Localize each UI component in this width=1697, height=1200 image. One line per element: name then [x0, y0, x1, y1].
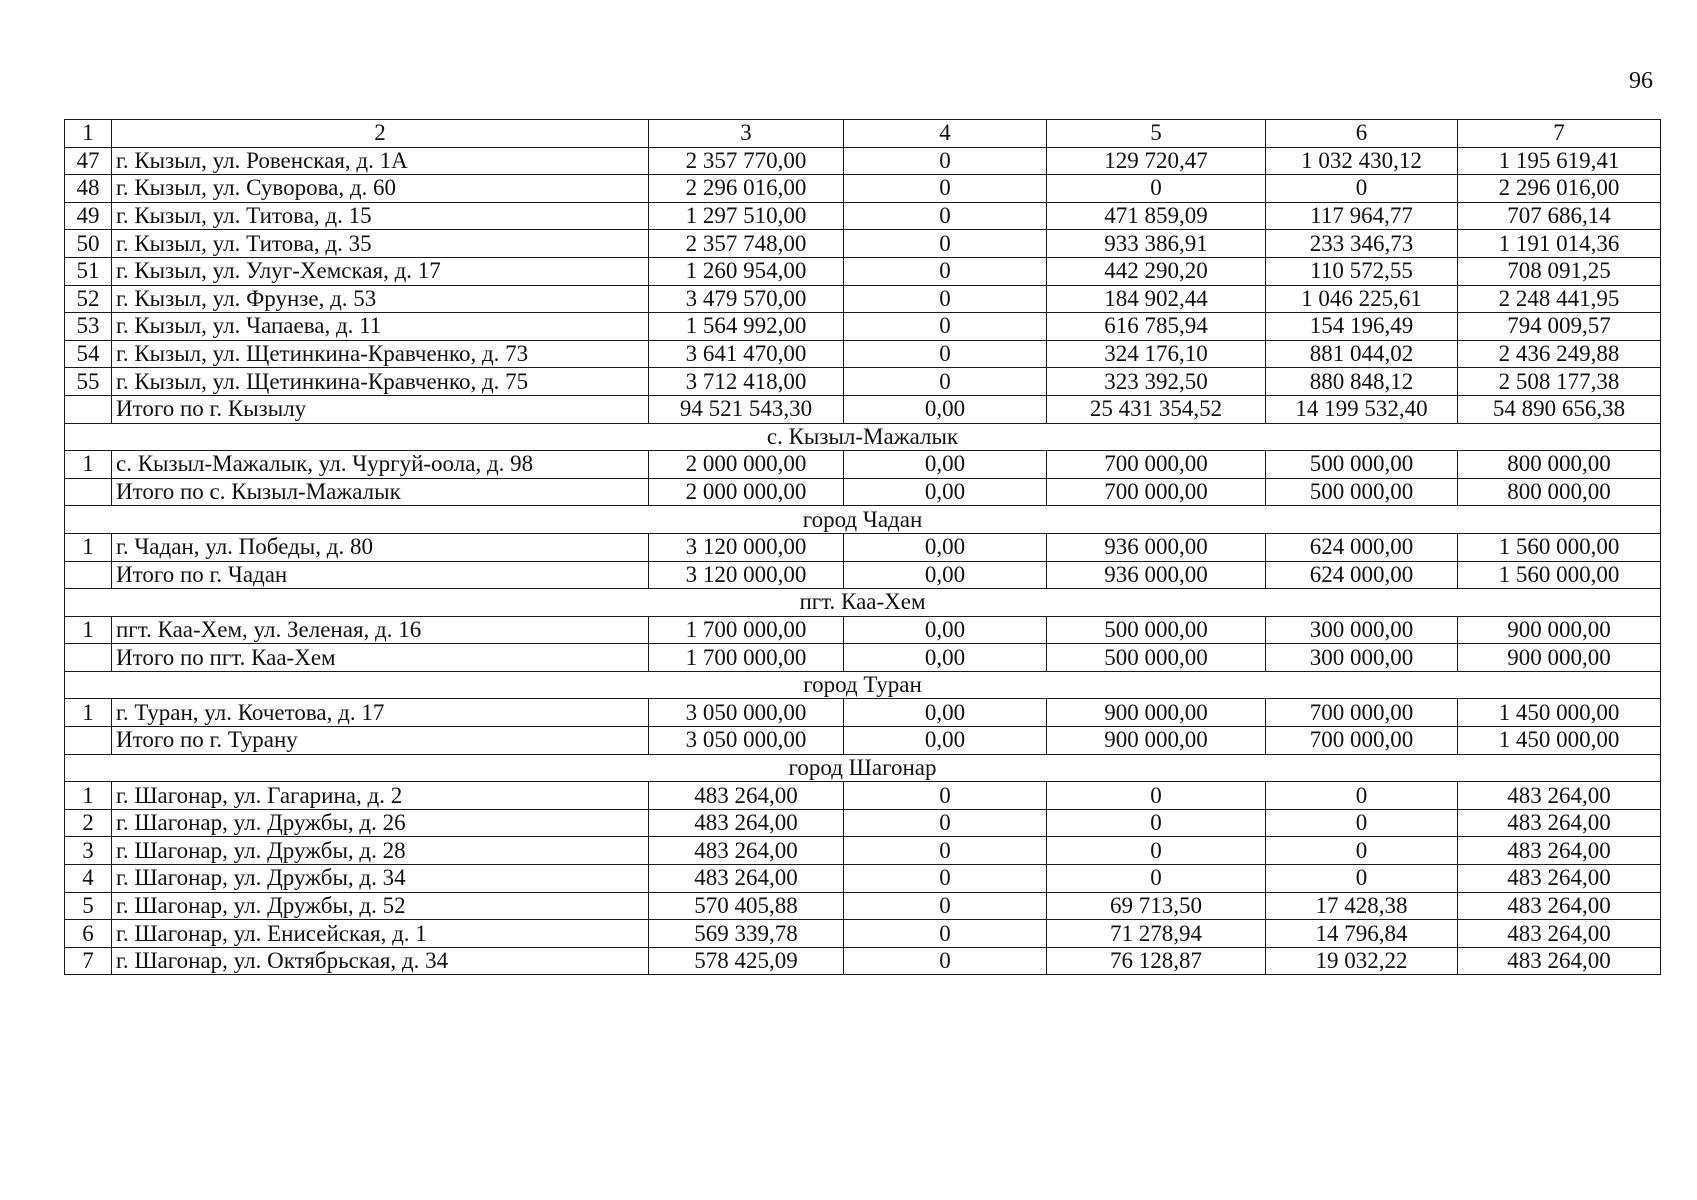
column-5-cell: 700 000,00	[1047, 478, 1266, 506]
address-cell: с. Кызыл-Мажалык, ул. Чургуй-оола, д. 98	[112, 451, 649, 479]
column-4-cell: 0	[844, 285, 1047, 313]
column-3-cell: 3 712 418,00	[649, 368, 844, 396]
column-7-cell: 483 264,00	[1458, 782, 1661, 810]
address-cell: Итого по пгт. Каа-Хем	[112, 644, 649, 672]
column-6-cell: 700 000,00	[1266, 727, 1458, 755]
column-4-cell: 0	[844, 230, 1047, 258]
address-cell: г. Шагонар, ул. Гагарина, д. 2	[112, 782, 649, 810]
column-5-cell: 0	[1047, 809, 1266, 837]
address-cell: г. Шагонар, ул. Октябрьская, д. 34	[112, 947, 649, 975]
column-5-cell: 471 859,09	[1047, 202, 1266, 230]
column-5-cell: 900 000,00	[1047, 727, 1266, 755]
column-7-cell: 794 009,57	[1458, 313, 1661, 341]
row-number-cell	[65, 395, 112, 423]
column-5-cell: 500 000,00	[1047, 616, 1266, 644]
column-7-cell: 707 686,14	[1458, 202, 1661, 230]
column-6-cell: 0	[1266, 809, 1458, 837]
page-number: 96	[1629, 68, 1653, 94]
row-number-cell: 49	[65, 202, 112, 230]
row-number-cell: 1	[65, 533, 112, 561]
table-row	[65, 257, 1661, 285]
column-6-cell: 17 428,38	[1266, 892, 1458, 920]
header-row	[65, 120, 1661, 148]
row-number-cell: 1	[65, 616, 112, 644]
column-7-cell: 800 000,00	[1458, 478, 1661, 506]
column-4-cell: 0,00	[844, 727, 1047, 755]
total-row	[65, 644, 1661, 672]
column-6-cell: 117 964,77	[1266, 202, 1458, 230]
column-6-cell: 1 032 430,12	[1266, 147, 1458, 175]
table-row	[65, 837, 1661, 865]
column-4-cell: 0	[844, 782, 1047, 810]
column-6-cell: 880 848,12	[1266, 368, 1458, 396]
total-row	[65, 478, 1661, 506]
column-4-cell: 0,00	[844, 561, 1047, 589]
column-3-cell: 483 264,00	[649, 809, 844, 837]
table-row	[65, 947, 1661, 975]
row-number-cell: 6	[65, 920, 112, 948]
column-3-cell: 3 120 000,00	[649, 533, 844, 561]
column-6-cell: 110 572,55	[1266, 257, 1458, 285]
table-row	[65, 892, 1661, 920]
column-6-cell: 624 000,00	[1266, 533, 1458, 561]
section-title-row	[65, 423, 1661, 451]
column-7-cell: 54 890 656,38	[1458, 395, 1661, 423]
column-6-cell: 881 044,02	[1266, 340, 1458, 368]
address-cell: г. Кызыл, ул. Титова, д. 35	[112, 230, 649, 258]
column-7-cell: 483 264,00	[1458, 865, 1661, 893]
table-row	[65, 616, 1661, 644]
column-4-cell: 0	[844, 920, 1047, 948]
column-3-cell: 2 357 770,00	[649, 147, 844, 175]
row-number-cell	[65, 727, 112, 755]
address-cell: г. Кызыл, ул. Фрунзе, д. 53	[112, 285, 649, 313]
address-cell: г. Шагонар, ул. Дружбы, д. 52	[112, 892, 649, 920]
section-title-row	[65, 589, 1661, 617]
row-number-cell: 3	[65, 837, 112, 865]
table-row	[65, 175, 1661, 203]
table-row	[65, 202, 1661, 230]
row-number-cell: 1	[65, 699, 112, 727]
column-7-cell: 708 091,25	[1458, 257, 1661, 285]
section-title: с. Кызыл-Мажалык	[65, 423, 1661, 451]
column-6-cell: 19 032,22	[1266, 947, 1458, 975]
column-3-cell: 2 000 000,00	[649, 451, 844, 479]
column-3-cell: 483 264,00	[649, 782, 844, 810]
address-cell: г. Кызыл, ул. Суворова, д. 60	[112, 175, 649, 203]
row-number-cell	[65, 478, 112, 506]
data-table	[64, 119, 1661, 975]
column-6-cell: 154 196,49	[1266, 313, 1458, 341]
column-3-cell: 1 260 954,00	[649, 257, 844, 285]
address-cell: г. Кызыл, ул. Чапаева, д. 11	[112, 313, 649, 341]
row-number-cell: 47	[65, 147, 112, 175]
column-6-cell: 0	[1266, 782, 1458, 810]
total-row	[65, 395, 1661, 423]
table-row	[65, 451, 1661, 479]
column-7-cell: 1 450 000,00	[1458, 699, 1661, 727]
column-5-cell: 616 785,94	[1047, 313, 1266, 341]
header-cell: 5	[1047, 120, 1266, 148]
row-number-cell: 1	[65, 782, 112, 810]
total-row	[65, 727, 1661, 755]
table-row	[65, 809, 1661, 837]
address-cell: г. Чадан, ул. Победы, д. 80	[112, 533, 649, 561]
column-7-cell: 483 264,00	[1458, 947, 1661, 975]
section-title-row	[65, 754, 1661, 782]
section-title: город Шагонар	[65, 754, 1661, 782]
column-3-cell: 3 050 000,00	[649, 727, 844, 755]
address-cell: г. Шагонар, ул. Дружбы, д. 26	[112, 809, 649, 837]
row-number-cell: 55	[65, 368, 112, 396]
column-5-cell: 936 000,00	[1047, 561, 1266, 589]
row-number-cell: 48	[65, 175, 112, 203]
table-row	[65, 313, 1661, 341]
column-3-cell: 3 479 570,00	[649, 285, 844, 313]
column-3-cell: 2 000 000,00	[649, 478, 844, 506]
table-row	[65, 699, 1661, 727]
column-3-cell: 3 641 470,00	[649, 340, 844, 368]
column-3-cell: 483 264,00	[649, 837, 844, 865]
header-cell: 4	[844, 120, 1047, 148]
row-number-cell: 1	[65, 451, 112, 479]
row-number-cell: 5	[65, 892, 112, 920]
table-row	[65, 147, 1661, 175]
column-3-cell: 3 050 000,00	[649, 699, 844, 727]
column-3-cell: 569 339,78	[649, 920, 844, 948]
table-row	[65, 368, 1661, 396]
address-cell: г. Шагонар, ул. Енисейская, д. 1	[112, 920, 649, 948]
column-6-cell: 1 046 225,61	[1266, 285, 1458, 313]
table-row	[65, 920, 1661, 948]
column-4-cell: 0	[844, 147, 1047, 175]
address-cell: Итого по с. Кызыл-Мажалык	[112, 478, 649, 506]
column-5-cell: 184 902,44	[1047, 285, 1266, 313]
column-7-cell: 1 560 000,00	[1458, 561, 1661, 589]
column-4-cell: 0	[844, 865, 1047, 893]
table-row	[65, 865, 1661, 893]
column-3-cell: 483 264,00	[649, 865, 844, 893]
column-4-cell: 0	[844, 257, 1047, 285]
column-4-cell: 0,00	[844, 395, 1047, 423]
column-7-cell: 483 264,00	[1458, 892, 1661, 920]
section-title: город Чадан	[65, 506, 1661, 534]
row-number-cell: 4	[65, 865, 112, 893]
column-3-cell: 1 700 000,00	[649, 616, 844, 644]
column-7-cell: 1 450 000,00	[1458, 727, 1661, 755]
header-cell: 2	[112, 120, 649, 148]
column-4-cell: 0,00	[844, 644, 1047, 672]
header-cell: 1	[65, 120, 112, 148]
column-6-cell: 0	[1266, 175, 1458, 203]
column-3-cell: 570 405,88	[649, 892, 844, 920]
row-number-cell	[65, 561, 112, 589]
column-4-cell: 0	[844, 175, 1047, 203]
column-3-cell: 1 564 992,00	[649, 313, 844, 341]
column-7-cell: 2 436 249,88	[1458, 340, 1661, 368]
column-4-cell: 0	[844, 809, 1047, 837]
column-4-cell: 0	[844, 837, 1047, 865]
column-7-cell: 2 248 441,95	[1458, 285, 1661, 313]
row-number-cell: 7	[65, 947, 112, 975]
address-cell: г. Кызыл, ул. Щетинкина-Кравченко, д. 73	[112, 340, 649, 368]
column-5-cell: 936 000,00	[1047, 533, 1266, 561]
address-cell: г. Туран, ул. Кочетова, д. 17	[112, 699, 649, 727]
column-7-cell: 800 000,00	[1458, 451, 1661, 479]
column-7-cell: 900 000,00	[1458, 616, 1661, 644]
column-5-cell: 324 176,10	[1047, 340, 1266, 368]
column-7-cell: 2 296 016,00	[1458, 175, 1661, 203]
column-5-cell: 129 720,47	[1047, 147, 1266, 175]
table-row	[65, 230, 1661, 258]
column-4-cell: 0	[844, 202, 1047, 230]
column-4-cell: 0	[844, 368, 1047, 396]
column-4-cell: 0	[844, 313, 1047, 341]
column-6-cell: 500 000,00	[1266, 478, 1458, 506]
column-5-cell: 700 000,00	[1047, 451, 1266, 479]
table-row	[65, 782, 1661, 810]
row-number-cell: 51	[65, 257, 112, 285]
column-5-cell: 76 128,87	[1047, 947, 1266, 975]
row-number-cell: 50	[65, 230, 112, 258]
column-5-cell: 442 290,20	[1047, 257, 1266, 285]
column-3-cell: 2 296 016,00	[649, 175, 844, 203]
column-5-cell: 25 431 354,52	[1047, 395, 1266, 423]
address-cell: г. Кызыл, ул. Улуг-Хемская, д. 17	[112, 257, 649, 285]
column-3-cell: 3 120 000,00	[649, 561, 844, 589]
column-6-cell: 0	[1266, 837, 1458, 865]
column-5-cell: 933 386,91	[1047, 230, 1266, 258]
column-7-cell: 900 000,00	[1458, 644, 1661, 672]
header-cell: 3	[649, 120, 844, 148]
address-cell: Итого по г. Чадан	[112, 561, 649, 589]
address-cell: г. Кызыл, ул. Титова, д. 15	[112, 202, 649, 230]
column-4-cell: 0,00	[844, 451, 1047, 479]
column-4-cell: 0,00	[844, 616, 1047, 644]
column-5-cell: 500 000,00	[1047, 644, 1266, 672]
column-4-cell: 0,00	[844, 699, 1047, 727]
column-5-cell: 0	[1047, 837, 1266, 865]
column-5-cell: 0	[1047, 865, 1266, 893]
column-6-cell: 300 000,00	[1266, 644, 1458, 672]
column-6-cell: 700 000,00	[1266, 699, 1458, 727]
column-7-cell: 1 560 000,00	[1458, 533, 1661, 561]
total-row	[65, 561, 1661, 589]
header-cell: 7	[1458, 120, 1661, 148]
table-row	[65, 533, 1661, 561]
address-cell: пгт. Каа-Хем, ул. Зеленая, д. 16	[112, 616, 649, 644]
column-6-cell: 14 796,84	[1266, 920, 1458, 948]
address-cell: Итого по г. Кызылу	[112, 395, 649, 423]
column-5-cell: 323 392,50	[1047, 368, 1266, 396]
row-number-cell	[65, 644, 112, 672]
column-7-cell: 2 508 177,38	[1458, 368, 1661, 396]
address-cell: Итого по г. Турану	[112, 727, 649, 755]
row-number-cell: 54	[65, 340, 112, 368]
address-cell: г. Шагонар, ул. Дружбы, д. 34	[112, 865, 649, 893]
address-cell: г. Шагонар, ул. Дружбы, д. 28	[112, 837, 649, 865]
column-5-cell: 0	[1047, 175, 1266, 203]
column-3-cell: 578 425,09	[649, 947, 844, 975]
table-row	[65, 285, 1661, 313]
row-number-cell: 52	[65, 285, 112, 313]
column-5-cell: 71 278,94	[1047, 920, 1266, 948]
section-title: город Туран	[65, 671, 1661, 699]
column-6-cell: 500 000,00	[1266, 451, 1458, 479]
header-cell: 6	[1266, 120, 1458, 148]
column-6-cell: 624 000,00	[1266, 561, 1458, 589]
column-4-cell: 0,00	[844, 533, 1047, 561]
table-body	[65, 120, 1661, 975]
column-3-cell: 1 700 000,00	[649, 644, 844, 672]
column-4-cell: 0	[844, 947, 1047, 975]
section-title-row	[65, 671, 1661, 699]
column-7-cell: 1 191 014,36	[1458, 230, 1661, 258]
column-6-cell: 14 199 532,40	[1266, 395, 1458, 423]
section-title-row	[65, 506, 1661, 534]
row-number-cell: 53	[65, 313, 112, 341]
row-number-cell: 2	[65, 809, 112, 837]
column-7-cell: 483 264,00	[1458, 809, 1661, 837]
table-row	[65, 340, 1661, 368]
column-6-cell: 0	[1266, 865, 1458, 893]
column-5-cell: 0	[1047, 782, 1266, 810]
column-3-cell: 2 357 748,00	[649, 230, 844, 258]
column-7-cell: 1 195 619,41	[1458, 147, 1661, 175]
column-4-cell: 0	[844, 340, 1047, 368]
column-4-cell: 0,00	[844, 478, 1047, 506]
column-3-cell: 94 521 543,30	[649, 395, 844, 423]
address-cell: г. Кызыл, ул. Щетинкина-Кравченко, д. 75	[112, 368, 649, 396]
column-7-cell: 483 264,00	[1458, 920, 1661, 948]
column-5-cell: 69 713,50	[1047, 892, 1266, 920]
column-4-cell: 0	[844, 892, 1047, 920]
column-3-cell: 1 297 510,00	[649, 202, 844, 230]
section-title: пгт. Каа-Хем	[65, 589, 1661, 617]
column-7-cell: 483 264,00	[1458, 837, 1661, 865]
column-5-cell: 900 000,00	[1047, 699, 1266, 727]
column-6-cell: 233 346,73	[1266, 230, 1458, 258]
address-cell: г. Кызыл, ул. Ровенская, д. 1А	[112, 147, 649, 175]
column-6-cell: 300 000,00	[1266, 616, 1458, 644]
